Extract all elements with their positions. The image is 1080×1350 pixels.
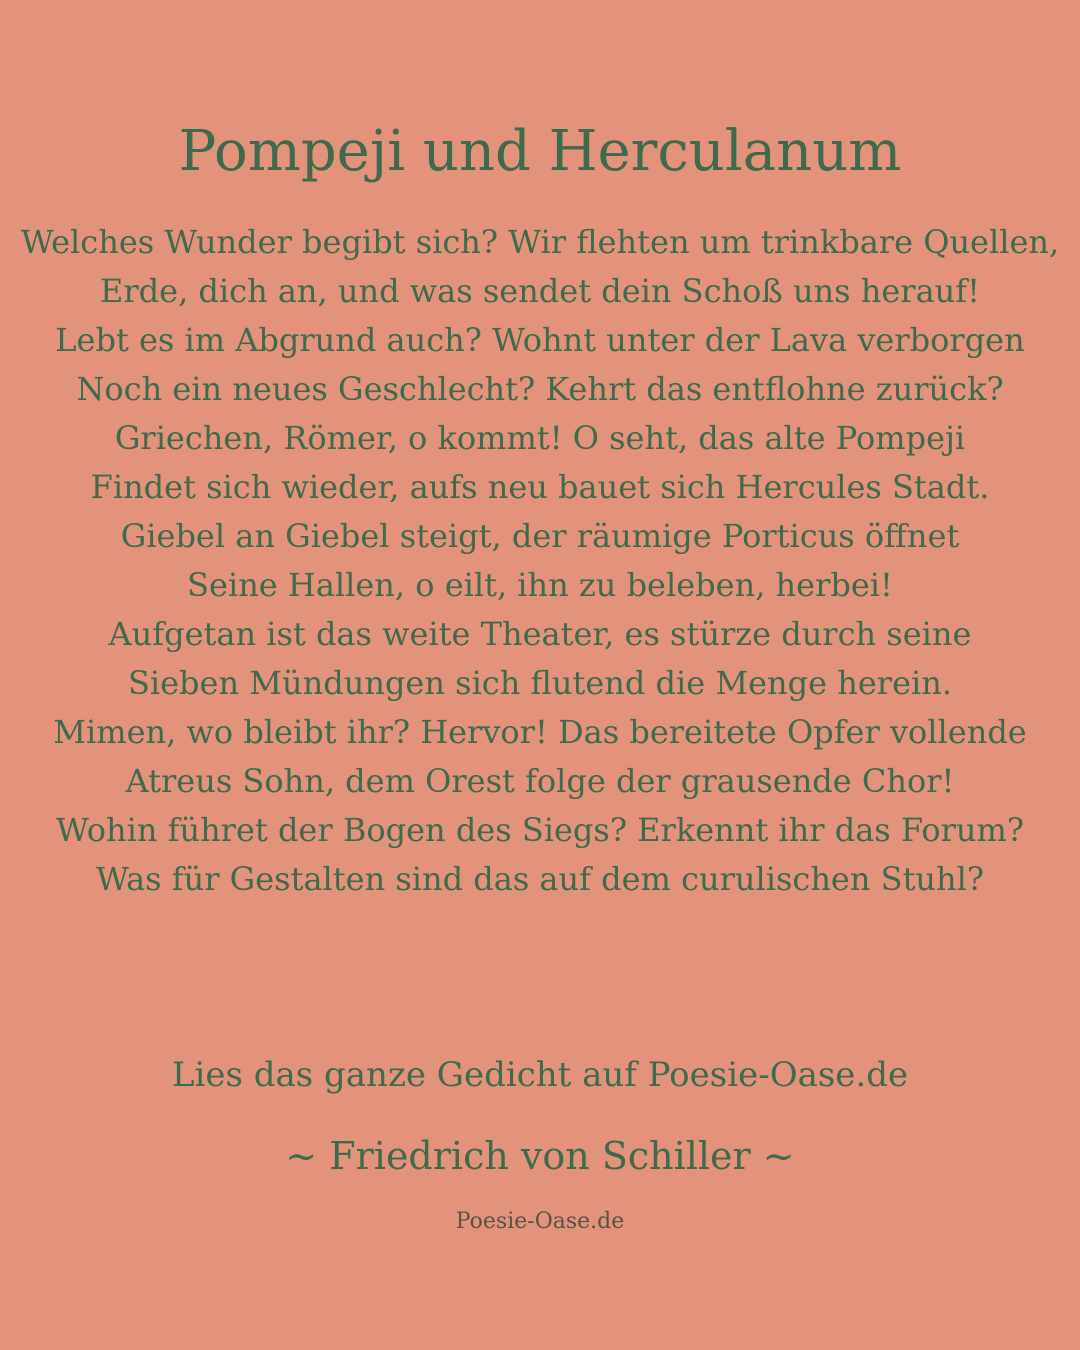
- poem-line: Mimen, wo bleibt ihr? Hervor! Das bereitete Opfer vollende: [53, 713, 1027, 751]
- poem-line: Atreus Sohn, dem Orest folge der grausende Chor!: [125, 762, 955, 800]
- poem-line: Findet sich wieder, aufs neu bauet sich Hercules Stadt.: [90, 468, 990, 506]
- poem-line: Lebt es im Abgrund auch? Wohnt unter der Lava verborgen: [55, 321, 1025, 359]
- poem-line: Noch ein neues Geschlecht? Kehrt das entflohne zurück?: [76, 370, 1004, 408]
- poem-line: Wohin führet der Bogen des Siegs? Erkennt ihr das Forum?: [56, 811, 1024, 849]
- author-name: ~ Friedrich von Schiller ~: [285, 1134, 795, 1178]
- poem-line: Seine Hallen, o eilt, ihn zu beleben, herbei!: [187, 566, 893, 604]
- poem-line: Was für Gestalten sind das auf dem curulischen Stuhl?: [95, 860, 985, 898]
- read-full-poem-text: Lies das ganze Gedicht auf Poesie-Oase.de: [171, 1055, 909, 1095]
- poem-line: Giebel an Giebel steigt, der räumige Porticus öffnet: [120, 517, 960, 555]
- poem-line: Aufgetan ist das weite Theater, es stürze durch seine: [108, 615, 972, 653]
- poem-line: Erde, dich an, und was sendet dein Schoß uns herauf!: [100, 272, 980, 310]
- poem-line: Sieben Mündungen sich flutend die Menge herein.: [127, 664, 953, 702]
- brand-watermark: Poesie-Oase.de: [455, 1209, 625, 1234]
- poem-title: Pompeji und Herculanum: [178, 119, 902, 184]
- poem-line: Welches Wunder begibt sich? Wir flehten um trinkbare Quellen,: [20, 223, 1060, 261]
- poem-text: [20, 218, 1060, 904]
- poem-line: Griechen, Römer, o kommt! O seht, das alte Pompeji: [114, 419, 966, 457]
